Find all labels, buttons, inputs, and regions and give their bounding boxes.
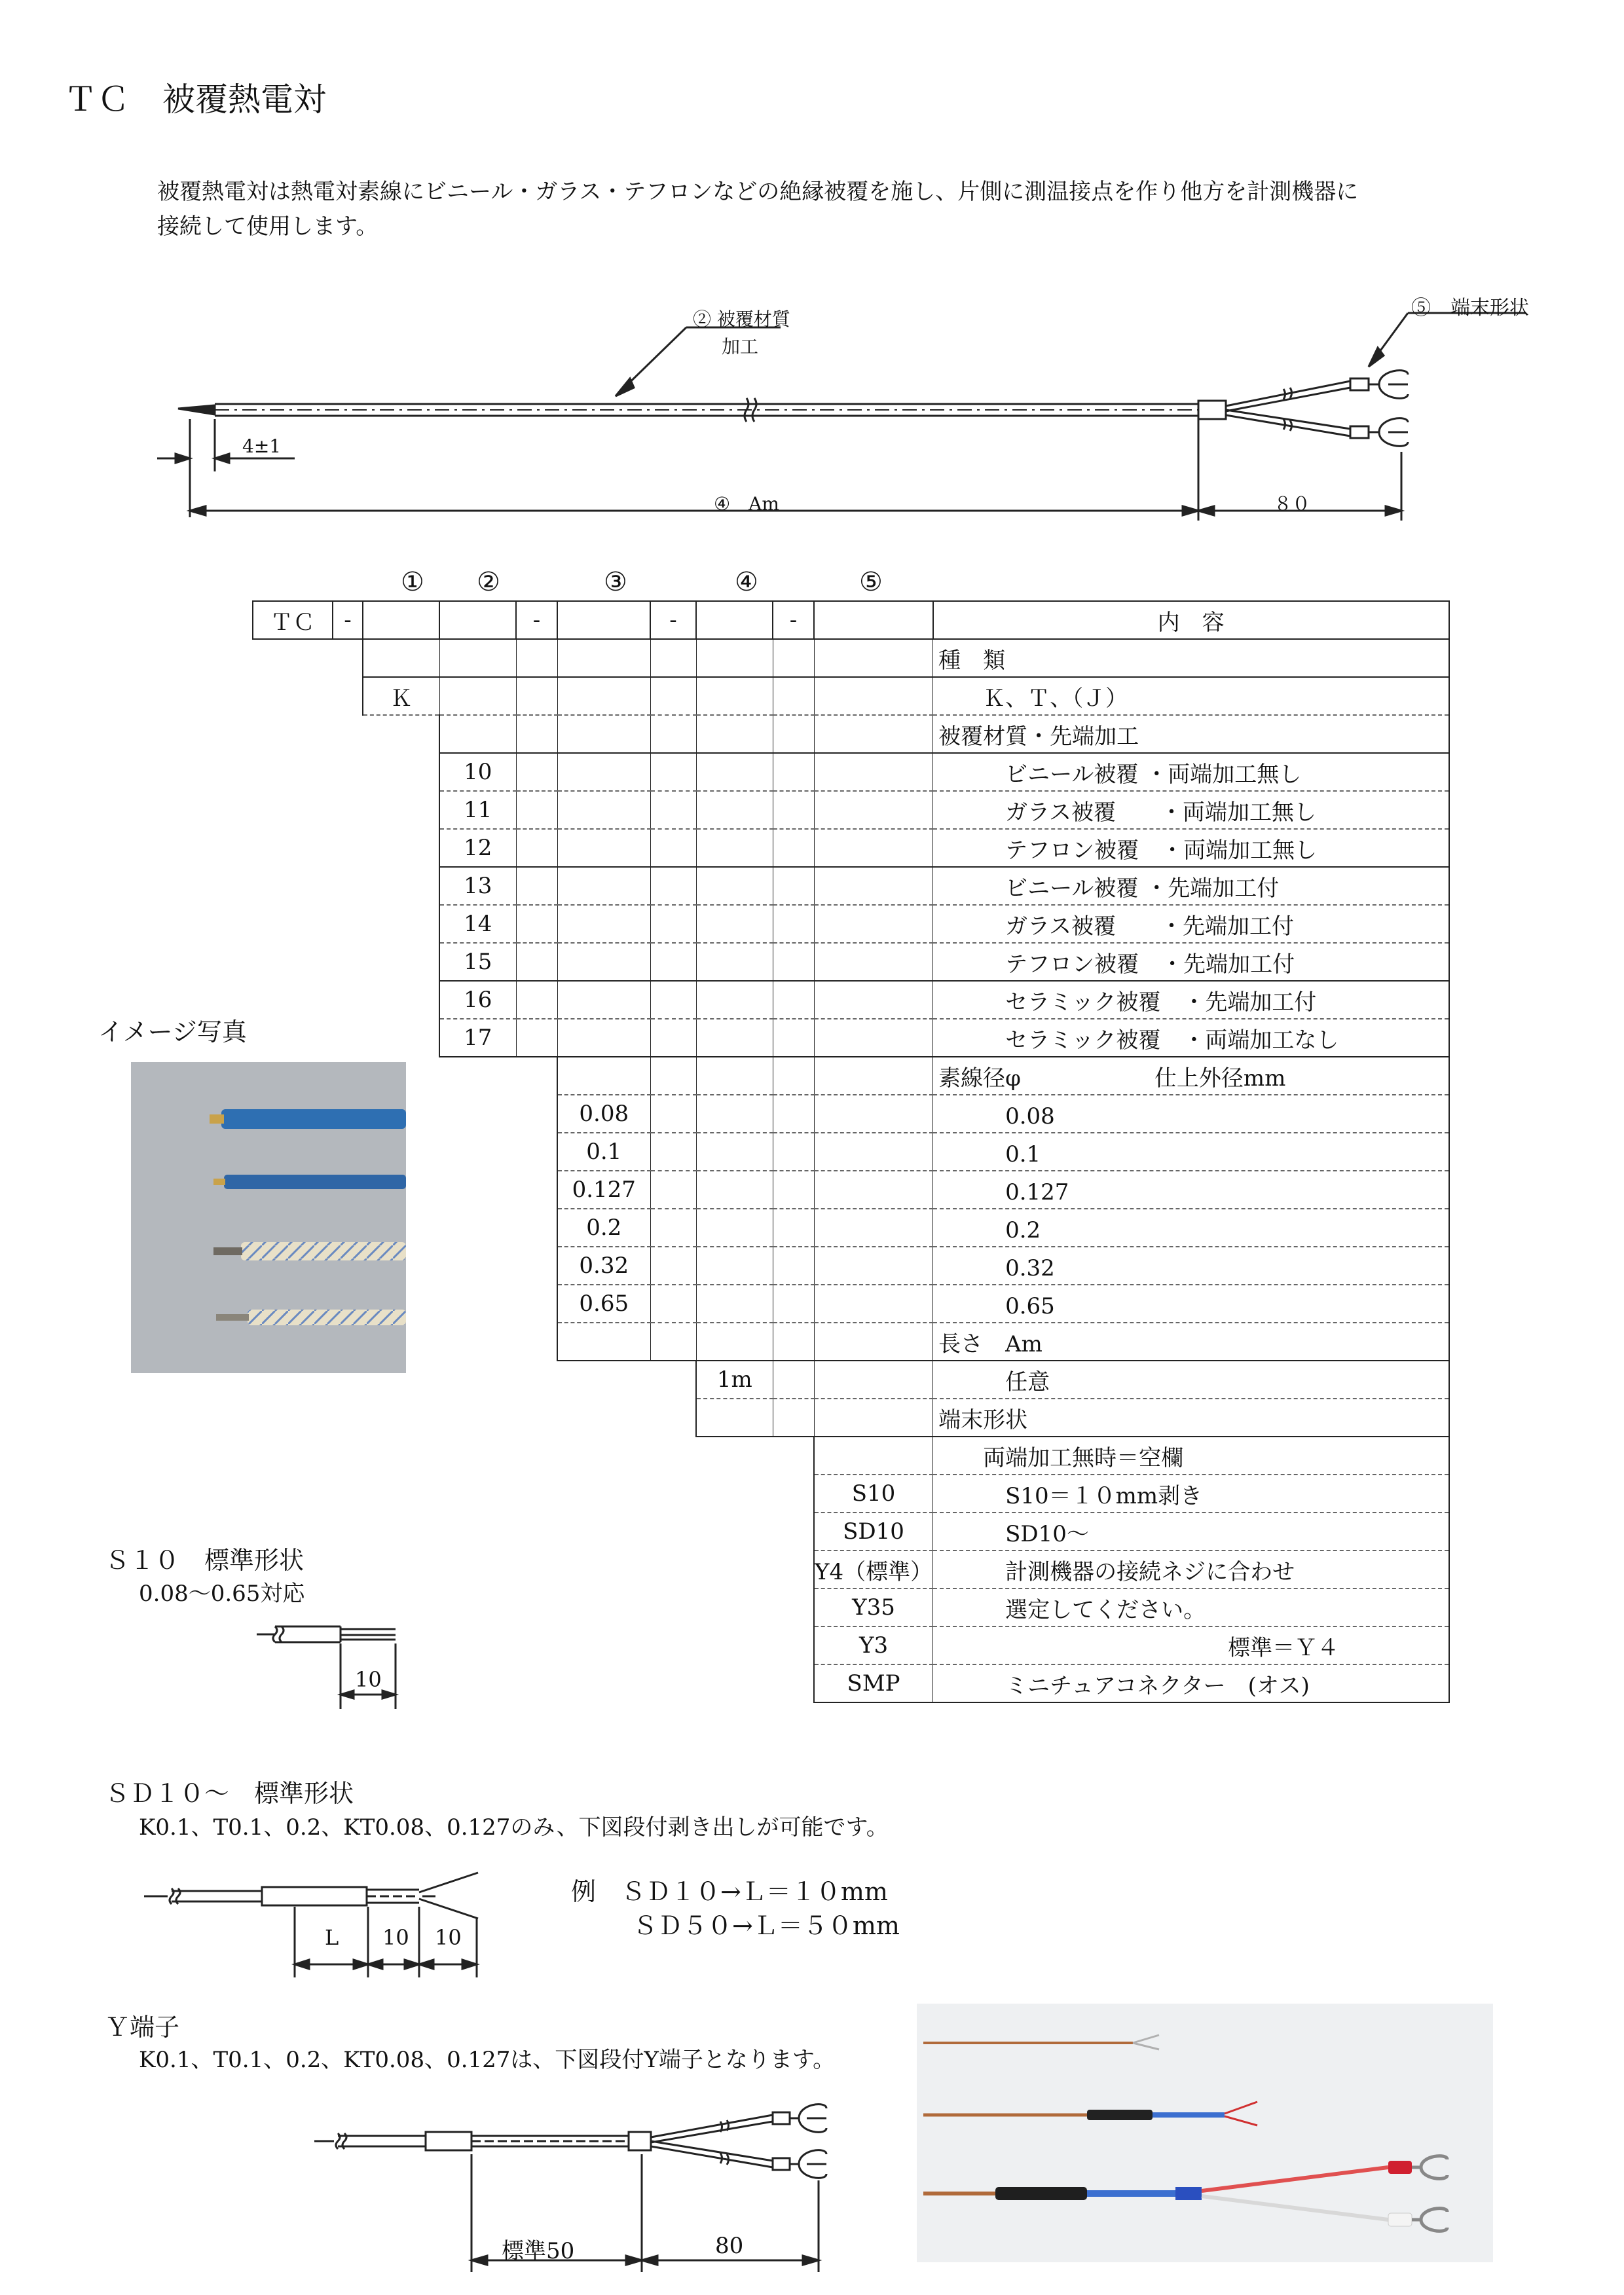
code-value-c3: 0.1	[557, 1133, 650, 1171]
yterm-dim-std: 標準50	[502, 2238, 575, 2264]
code-value-c2: 14	[439, 905, 516, 943]
col-num-3: ③	[604, 567, 627, 597]
sd10-dim-l: L	[325, 1925, 339, 1950]
header-dash: -	[650, 601, 696, 639]
sd10-title: ＳＤ１０～ 標準形状	[105, 1779, 354, 1808]
description-cell: セラミック被覆 ・両端加工なし	[933, 1019, 1449, 1057]
description-cell: 選定してください。	[933, 1588, 1449, 1626]
code-value-c5: SMP	[814, 1664, 933, 1702]
dim-length: ④ Am	[714, 493, 779, 515]
intro-line-2: 接続して使用します。	[157, 213, 378, 240]
code-value-c5: SD10	[814, 1513, 933, 1551]
dim-tail: ８０	[1274, 493, 1311, 515]
code-value-c2: 11	[439, 791, 516, 829]
code-value-c2: 13	[439, 867, 516, 905]
code-value-c3: 0.08	[557, 1095, 650, 1133]
s10-subtitle: 0.08～0.65対応	[139, 1581, 305, 1607]
description-cell: S10＝１０mm剥き	[933, 1475, 1449, 1513]
page-title: ＴＣ 被覆熱電対	[64, 81, 326, 119]
s10-dim: 10	[355, 1667, 382, 1692]
code-value-c5: S10	[814, 1475, 933, 1513]
col-num-5: ⑤	[859, 567, 883, 597]
description-cell: 被覆材質・先端加工	[933, 715, 1449, 753]
description-cell: 計測機器の接続ネジに合わせ	[933, 1551, 1449, 1588]
code-value-c2: 12	[439, 829, 516, 867]
code-value-c2: 15	[439, 943, 516, 981]
col-num-2: ②	[477, 567, 500, 597]
image-label: イメージ写真	[98, 1018, 247, 1046]
code-value-c5: Y3	[814, 1626, 933, 1664]
code-value-c3: 0.127	[557, 1171, 650, 1209]
description-cell: Ｋ、Ｔ、（Ｊ）	[933, 677, 1449, 715]
description-cell: 0.08	[933, 1095, 1449, 1133]
code-value-c3: 0.2	[557, 1209, 650, 1247]
description-cell: ミニチュアコネクター (オス)	[933, 1664, 1449, 1702]
sd10-subtitle: K0.1、T0.1、0.2、KT0.08、0.127のみ、下図段付剥き出しが可能です。	[139, 1814, 889, 1841]
sd10-example-2: ＳＤ５０→Ｌ＝５０mm	[633, 1911, 900, 1940]
description-cell: SD10～	[933, 1513, 1449, 1551]
description-cell: 標準＝Ｙ４	[933, 1626, 1449, 1664]
intro-line-1: 被覆熱電対は熱電対素線にビニール・ガラス・テフロンなどの絶縁被覆を施し、片側に測温接点を作り他方を計測機器に	[157, 179, 1359, 205]
description-cell: 種 類	[933, 639, 1449, 677]
yterm-title: Ｙ端子	[105, 2013, 180, 2042]
code-value-c2: 10	[439, 753, 516, 791]
header-content: 内 容	[933, 601, 1449, 639]
description-cell: 両端加工無時＝空欄	[933, 1437, 1449, 1475]
col-num-4: ④	[735, 567, 758, 597]
sd10-dim-a: 10	[382, 1925, 409, 1950]
label-processing: 加工	[722, 336, 759, 358]
yterm-dim-tail: 80	[715, 2233, 744, 2259]
header-prefix: ＴＣ	[253, 601, 333, 639]
label-terminal: ⑤ 端末形状	[1411, 297, 1529, 320]
code-value-c3: 0.65	[557, 1285, 650, 1323]
description-cell: テフロン被覆 ・両端加工無し	[933, 829, 1449, 867]
yterm-subtitle: K0.1、T0.1、0.2、KT0.08、0.127は、下図段付Y端子となります。	[139, 2047, 836, 2073]
dim-tip: 4±1	[242, 435, 282, 457]
header-dash: -	[516, 601, 557, 639]
description-cell: 0.1	[933, 1133, 1449, 1171]
col-num-1: ①	[401, 567, 424, 597]
yterm-photo	[917, 2004, 1493, 2262]
description-cell: 素線径φ 仕上外径mm	[933, 1057, 1449, 1095]
code-value-c4: 1m	[696, 1361, 773, 1399]
description-cell: 0.32	[933, 1247, 1449, 1285]
header-dash: -	[333, 601, 363, 639]
description-cell: ビニール被覆 ・両端加工無し	[933, 753, 1449, 791]
description-cell: 端末形状	[933, 1399, 1449, 1437]
code-value-c1: Ｋ	[363, 677, 439, 715]
description-cell: セラミック被覆 ・先端加工付	[933, 981, 1449, 1019]
code-value-c3: 0.32	[557, 1247, 650, 1285]
description-cell: 0.2	[933, 1209, 1449, 1247]
description-cell: ガラス被覆 ・両端加工無し	[933, 791, 1449, 829]
sd10-dim-b: 10	[435, 1925, 462, 1950]
description-cell: 長さ Am	[933, 1323, 1449, 1361]
description-cell: ガラス被覆 ・先端加工付	[933, 905, 1449, 943]
code-value-c5: Y35	[814, 1588, 933, 1626]
sd10-example-1: 例 ＳＤ１０→Ｌ＝１０mm	[571, 1877, 888, 1906]
code-value-c2: 17	[439, 1019, 516, 1057]
description-cell: ビニール被覆 ・先端加工付	[933, 867, 1449, 905]
description-cell: テフロン被覆 ・先端加工付	[933, 943, 1449, 981]
code-value-c2: 16	[439, 981, 516, 1019]
description-cell: 任意	[933, 1361, 1449, 1399]
label-material: ② 被覆材質	[693, 308, 790, 330]
s10-title: Ｓ１０ 標準形状	[105, 1546, 304, 1575]
description-cell: 0.65	[933, 1285, 1449, 1323]
code-value-c5: Y4（標準）	[814, 1551, 933, 1588]
header-dash: -	[773, 601, 814, 639]
description-cell: 0.127	[933, 1171, 1449, 1209]
